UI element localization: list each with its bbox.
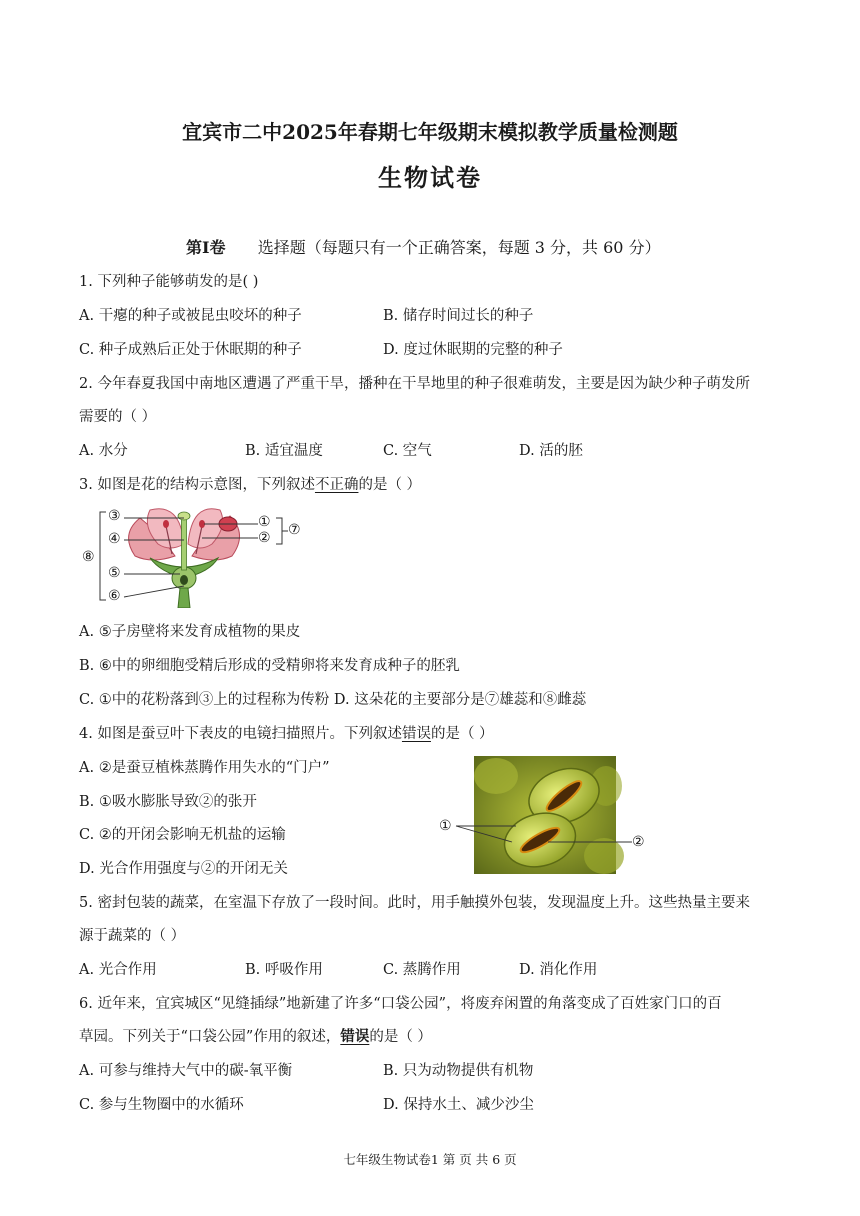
q3-stem: 3. 如图是花的结构示意图，下列叙述不正确的是（ ）	[79, 477, 422, 493]
q3-option-b: B. ⑥中的卵细胞受精后形成的受精卵将来发育成种子的胚乳	[79, 658, 460, 674]
q1-option-a: A. 干瘪的种子或被昆虫咬坏的种子	[79, 308, 302, 324]
q5-option-b: B. 呼吸作用	[245, 962, 323, 978]
q6-option-b: B. 只为动物提供有机物	[383, 1063, 534, 1079]
q4-option-d: D. 光合作用强度与②的开闭无关	[79, 861, 288, 877]
stomata-label-2: ②	[632, 834, 645, 850]
q4-stem: 4. 如图是蚕豆叶下表皮的电镜扫描照片。下列叙述错误的是（ ）	[79, 726, 494, 742]
q5-option-c: C. 蒸腾作用	[383, 962, 461, 978]
q2-option-c: C. 空气	[383, 443, 432, 459]
q5-stem-line2: 源于蔬菜的（ ）	[79, 928, 186, 944]
q5-option-d: D. 消化作用	[519, 962, 598, 978]
exam-subtitle: 生物试卷	[378, 163, 482, 192]
q2-option-a: A. 水分	[79, 443, 128, 459]
page-footer: 七年级生物试卷1 第 页 共 6 页	[343, 1152, 517, 1167]
section-heading	[186, 235, 661, 258]
q6-option-a: A. 可参与维持大气中的碳-氧平衡	[79, 1063, 293, 1079]
flower-label-2: ②	[258, 530, 271, 546]
q6-stem-line2: 草园。下列关于“口袋公园”作用的叙述，错误的是（ ）	[79, 1028, 432, 1045]
q2-option-d: D. 活的胚	[519, 443, 583, 459]
stomata-micrograph	[436, 756, 656, 874]
exam-title: 宜宾市二中2025年春期七年级期末模拟教学质量检测题	[182, 120, 678, 144]
q6-stem-line1: 6. 近年来，宜宾城区“见缝插绿”地新建了许多“口袋公园”，将废弃闲置的角落变成了百姓家门口的百	[79, 996, 722, 1012]
q5-option-a: A. 光合作用	[79, 962, 157, 978]
q4-emphasis: 错误	[401, 726, 431, 742]
q1-option-d: D. 度过休眠期的完整的种子	[383, 342, 563, 358]
flower-label-7: ⑦	[288, 522, 301, 538]
q1-option-b: B. 储存时间过长的种子	[383, 308, 534, 324]
flower-label-3: ③	[108, 508, 121, 524]
q2-option-b: B. 适宜温度	[245, 443, 323, 459]
flower-label-8: ⑧	[82, 549, 95, 565]
q4-option-c: C. ②的开闭会影响无机盐的运输	[79, 827, 286, 843]
stomata-micrograph-figure	[436, 756, 656, 874]
q1-stem: 1. 下列种子能够萌发的是( )	[79, 274, 259, 290]
flower-label-6: ⑥	[108, 588, 121, 604]
q5-stem-line1: 5. 密封包装的蔬菜，在室温下存放了一段时间。此时，用手触摸外包装，发现温度上升。这些热量主要来	[79, 895, 750, 911]
q2-stem-line1: 2. 今年春夏我国中南地区遭遇了严重干旱，播种在干旱地里的种子很难萌发，主要是因为缺少种子萌发所	[79, 376, 750, 392]
q3-option-a: A. ⑤子房壁将来发育成植物的果皮	[79, 624, 301, 640]
q4-option-b: B. ①吸水膨胀导致②的张开	[79, 794, 257, 810]
flower-structure-diagram	[80, 504, 310, 608]
q6-emphasis: 错误	[340, 1028, 370, 1045]
q6-option-c: C. 参与生物圈中的水循环	[79, 1097, 244, 1113]
flower-label-1: ①	[258, 514, 271, 530]
q4-option-a: A. ②是蚕豆植株蒸腾作用失水的“门户”	[79, 760, 330, 776]
flower-label-4: ④	[108, 531, 121, 547]
q6-option-d: D. 保持水土、减少沙尘	[383, 1097, 534, 1113]
flower-label-5: ⑤	[108, 565, 121, 581]
q3-option-cd: C. ①中的花粉落到③上的过程称为传粉 D. 这朵花的主要部分是⑦雄蕊和⑧雌蕊	[79, 692, 587, 708]
q3-emphasis: 不正确	[314, 477, 359, 493]
stomata-label-1: ①	[439, 818, 452, 834]
section-description: 选择题（每题只有一个正确答案，每题 3 分，共 60 分）	[257, 238, 661, 257]
section-label: 第Ⅰ卷	[186, 238, 226, 257]
q1-option-c: C. 种子成熟后正处于休眠期的种子	[79, 342, 302, 358]
q2-stem-line2: 需要的（ ）	[79, 409, 157, 425]
